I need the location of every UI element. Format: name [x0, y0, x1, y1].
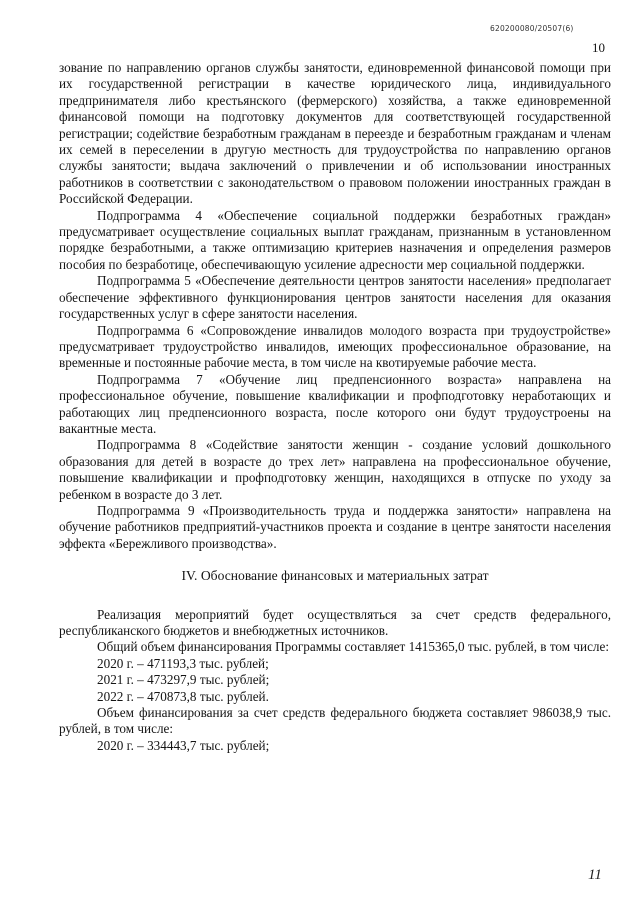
paragraph-subprogram-6: Подпрограмма 6 «Сопровождение инвалидов молодого возраста при трудоустройстве» предусматривает трудоустройство инвалидов, имеющих профессиональное образование, на временные и постоянные рабочие места, в том числе на квотируемые рабочие места.: [59, 322, 611, 371]
paragraph-subprogram-4: Подпрограмма 4 «Обеспечение социальной поддержки безработных граждан» предусматривает осуществление социальных выплат гражданам, признанным в установленном порядке безработными, а также оптимизацию критериев назначения и определения размеров пособия по безработице, обеспечивающую усиление адресности мер социальной поддержки.: [59, 207, 611, 272]
paragraph-subprogram-5: Подпрограмма 5 «Обеспечение деятельности центров занятости населения» предполагает обеспечение эффективного функционирования центров занятости населения для оказания государственных услуг в сфере занятости населения.: [59, 273, 611, 322]
paragraph-subprogram-8: Подпрограмма 8 «Содействие занятости женщин - создание условий дошкольного образования для детей в возрасте до трех лет» направлена на профессиональное обучение, повышение квалификации и профподготовку женщин, находящихся в отпуске по уходу за ребенком в возрасте до 3 лет.: [59, 437, 611, 502]
paragraph-total-funding: Общий объем финансирования Программы составляет 1415365,0 тыс. рублей, в том числе:: [97, 639, 610, 655]
paragraph-subprogram-9: Подпрограмма 9 «Производительность труда и поддержка занятости» направлена на обучение работников предприятий-участников проекта и создание в центре занятости населения эффекта «Бережливого производства».: [59, 502, 611, 551]
federal-funding-line-2020: 2020 г. – 334443,7 тыс. рублей;: [97, 737, 270, 753]
section-heading: IV. Обоснование финансовых и материальных затрат: [181, 568, 489, 584]
paragraph-funding-sources: Реализация мероприятий будет осуществляться за счет средств федерального, республиканского бюджетов и внебюджетных источников.: [59, 606, 611, 638]
document-body: [59, 60, 611, 754]
handwritten-page-mark: 11: [588, 867, 602, 883]
paragraph-subprogram-7: Подпрограмма 7 «Обучение лиц предпенсионного возраста» направлена на профессиональное обучение, повышение квалификации и профподготовку неработающих и работающих лиц предпенсионного возраста, после которого они будут трудоустроены на вакантные места.: [59, 371, 611, 436]
document-number: 620200080/20507(6): [490, 24, 574, 33]
funding-line-2021: 2021 г. – 473297,9 тыс. рублей;: [97, 672, 270, 688]
funding-line-2020: 2020 г. – 471193,3 тыс. рублей;: [97, 655, 269, 671]
page-number: 10: [592, 40, 605, 55]
funding-line-2022: 2022 г. – 470873,8 тыс. рублей.: [97, 688, 269, 704]
paragraph-federal-funding: Объем финансирования за счет средств федерального бюджета составляет 986038,9 тыс. рублей, в том числе:: [59, 705, 611, 737]
paragraph-continuation: зование по направлению органов службы занятости, единовременной финансовой помощи при их государственной регистрации в качестве юридического лица, индивидуального предпринимателя либо крестьянского (фермерского) хозяйства, а также единовременной финансовой помощи на подготовку документов для соответствующей государственной регистрации; содействие безработным гражданам в переезде и безработным гражданам и членам их семей в переселении в другую местность для трудоустройства по направлению органов службы занятости; выдача заключений о привлечении и об использовании иностранных работников в соответствии с законодательством о правовом положении иностранных граждан в Российской Федерации.: [59, 60, 611, 207]
